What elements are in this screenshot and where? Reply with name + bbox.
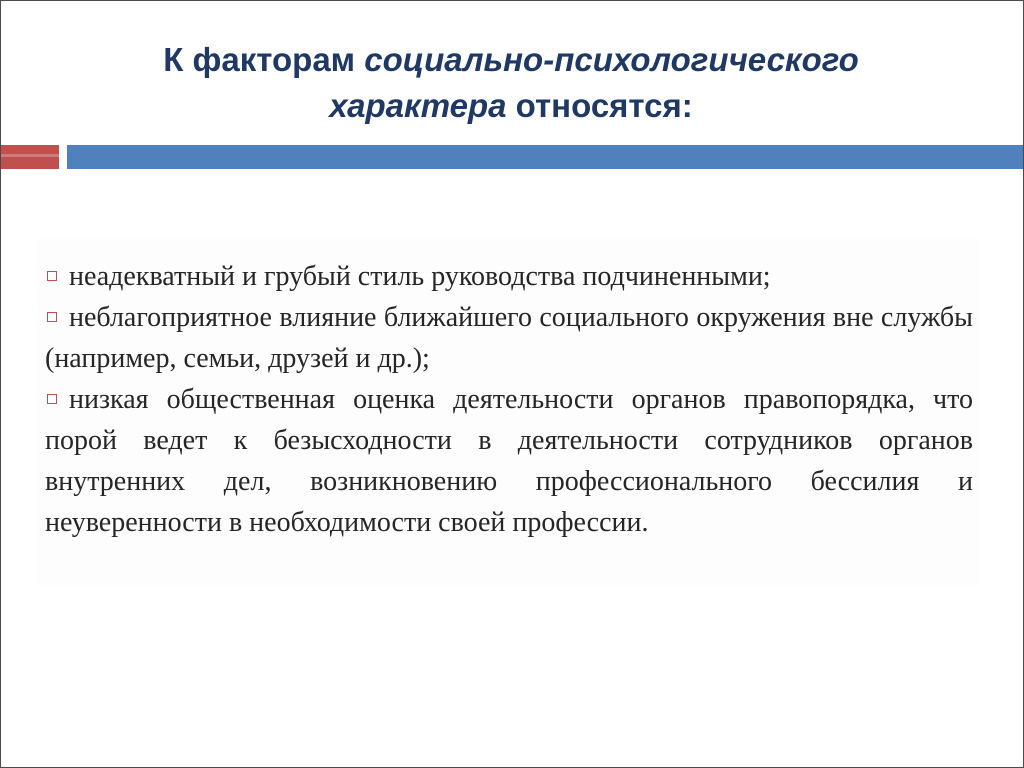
hollow-square-icon <box>47 312 57 322</box>
hollow-square-icon <box>47 394 57 404</box>
list-item <box>45 297 973 379</box>
title-italic-line1: социально-психологического <box>364 41 859 78</box>
list-item <box>45 379 973 543</box>
title-suffix: относятся: <box>506 87 693 124</box>
list-item-text: неадекватный и грубый стиль руководства подчиненными; <box>69 261 771 292</box>
list-item <box>45 256 973 297</box>
title-italic-line2: характера <box>329 87 507 124</box>
slide-title <box>41 37 981 129</box>
list-item-text: низкая общественная оценка деятельности органов правопорядка, что порой ведет к безысходности в деятельности сотрудников органов внутренних дел, возникновению профессионального бессилия и неуверенности в необходимости своей профессии. <box>45 384 973 538</box>
title-prefix: К факторам <box>163 41 365 78</box>
title-divider <box>1 145 1023 169</box>
divider-red-bar <box>1 145 59 169</box>
bullet-list <box>45 256 973 543</box>
divider-blue-bar <box>67 145 1023 169</box>
hollow-square-icon <box>47 271 57 281</box>
list-item-text: неблагоприятное влияние ближайшего социального окружения вне службы (например, семьи, друзей и др.); <box>45 302 973 374</box>
